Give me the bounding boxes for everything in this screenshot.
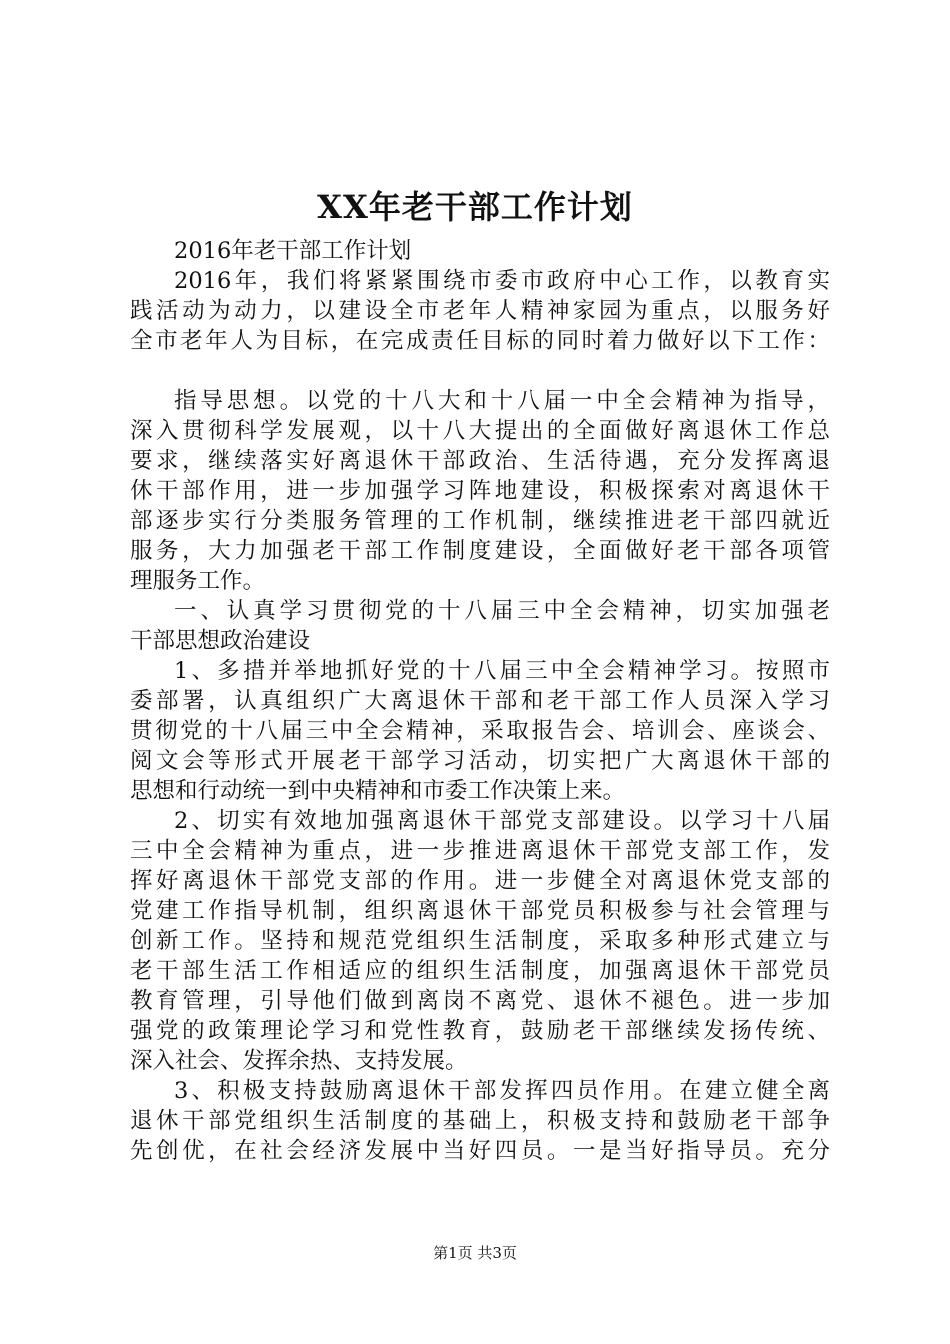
text-line: 贯彻党的十八届三中全会精神，采取报告会、培训会、座谈会、 [130,718,830,744]
text-line: 2016年老干部工作计划 [174,238,412,264]
text-line: 2、切实有效地加强离退休干部党支部建设。以学习十八届 [174,808,830,834]
text-line: 深入贯彻科学发展观，以十八大提出的全面做好离退休工作总 [130,418,830,444]
text-line: 一、认真学习贯彻党的十八届三中全会精神，切实加强老 [174,598,830,624]
text-line: 退休干部党组织生活制度的基础上，积极支持和鼓励老干部争 [130,1108,830,1134]
text-line: 先创优，在社会经济发展中当好四员。一是当好指导员。充分 [130,1138,830,1164]
page-title: XX年老干部工作计划 [317,188,633,226]
text-line: 强党的政策理论学习和党性教育，鼓励老干部继续发扬传统、 [130,1018,830,1044]
text-line: 部逐步实行分类服务管理的工作机制，继续推进老干部四就近 [130,508,830,534]
text-line: 全市老年人为目标，在完成责任目标的同时着力做好以下工作： [130,328,830,354]
text-line: 3、积极支持鼓励离退休干部发挥四员作用。在建立健全离 [174,1078,830,1104]
blank-line [130,356,830,386]
text-line: 干部思想政治建设 [130,628,311,654]
text-line: 阅文会等形式开展老干部学习活动，切实把广大离退休干部的 [130,748,830,774]
text-line: 理服务工作。 [130,568,266,594]
text-line: 服务，大力加强老干部工作制度建设，全面做好老干部各项管 [130,538,830,564]
text-line: 创新工作。坚持和规范党组织生活制度，采取多种形式建立与 [130,928,830,954]
document-body [130,236,830,1166]
text-line: 2016年，我们将紧紧围绕市委市政府中心工作，以教育实 [174,268,830,294]
page-footer: 第1页 共3页 [433,1244,517,1262]
text-line: 深入社会、发挥余热、支持发展。 [130,1048,468,1074]
text-line: 指导思想。以党的十八大和十八届一中全会精神为指导， [174,388,830,414]
text-line: 要求，继续落实好离退休干部政治、生活待遇，充分发挥离退 [130,448,830,474]
text-line: 1、多措并举地抓好党的十八届三中全会精神学习。按照市 [174,658,830,684]
text-line: 休干部作用，进一步加强学习阵地建设，积极探索对离退休干 [130,478,830,504]
text-line: 思想和行动统一到中央精神和市委工作决策上来。 [130,778,626,804]
text-line: 教育管理，引导他们做到离岗不离党、退休不褪色。进一步加 [130,988,830,1014]
text-line: 践活动为动力，以建设全市老年人精神家园为重点，以服务好 [130,298,830,324]
text-line: 三中全会精神为重点，进一步推进离退休干部党支部工作，发 [130,838,830,864]
text-line: 挥好离退休干部党支部的作用。进一步健全对离退休党支部的 [130,868,830,894]
text-line: 党建工作指导机制，组织离退休干部党员积极参与社会管理与 [130,898,830,924]
text-line: 委部署，认真组织广大离退休干部和老干部工作人员深入学习 [130,688,830,714]
text-line: 老干部生活工作相适应的组织生活制度，加强离退休干部党员 [130,958,830,984]
